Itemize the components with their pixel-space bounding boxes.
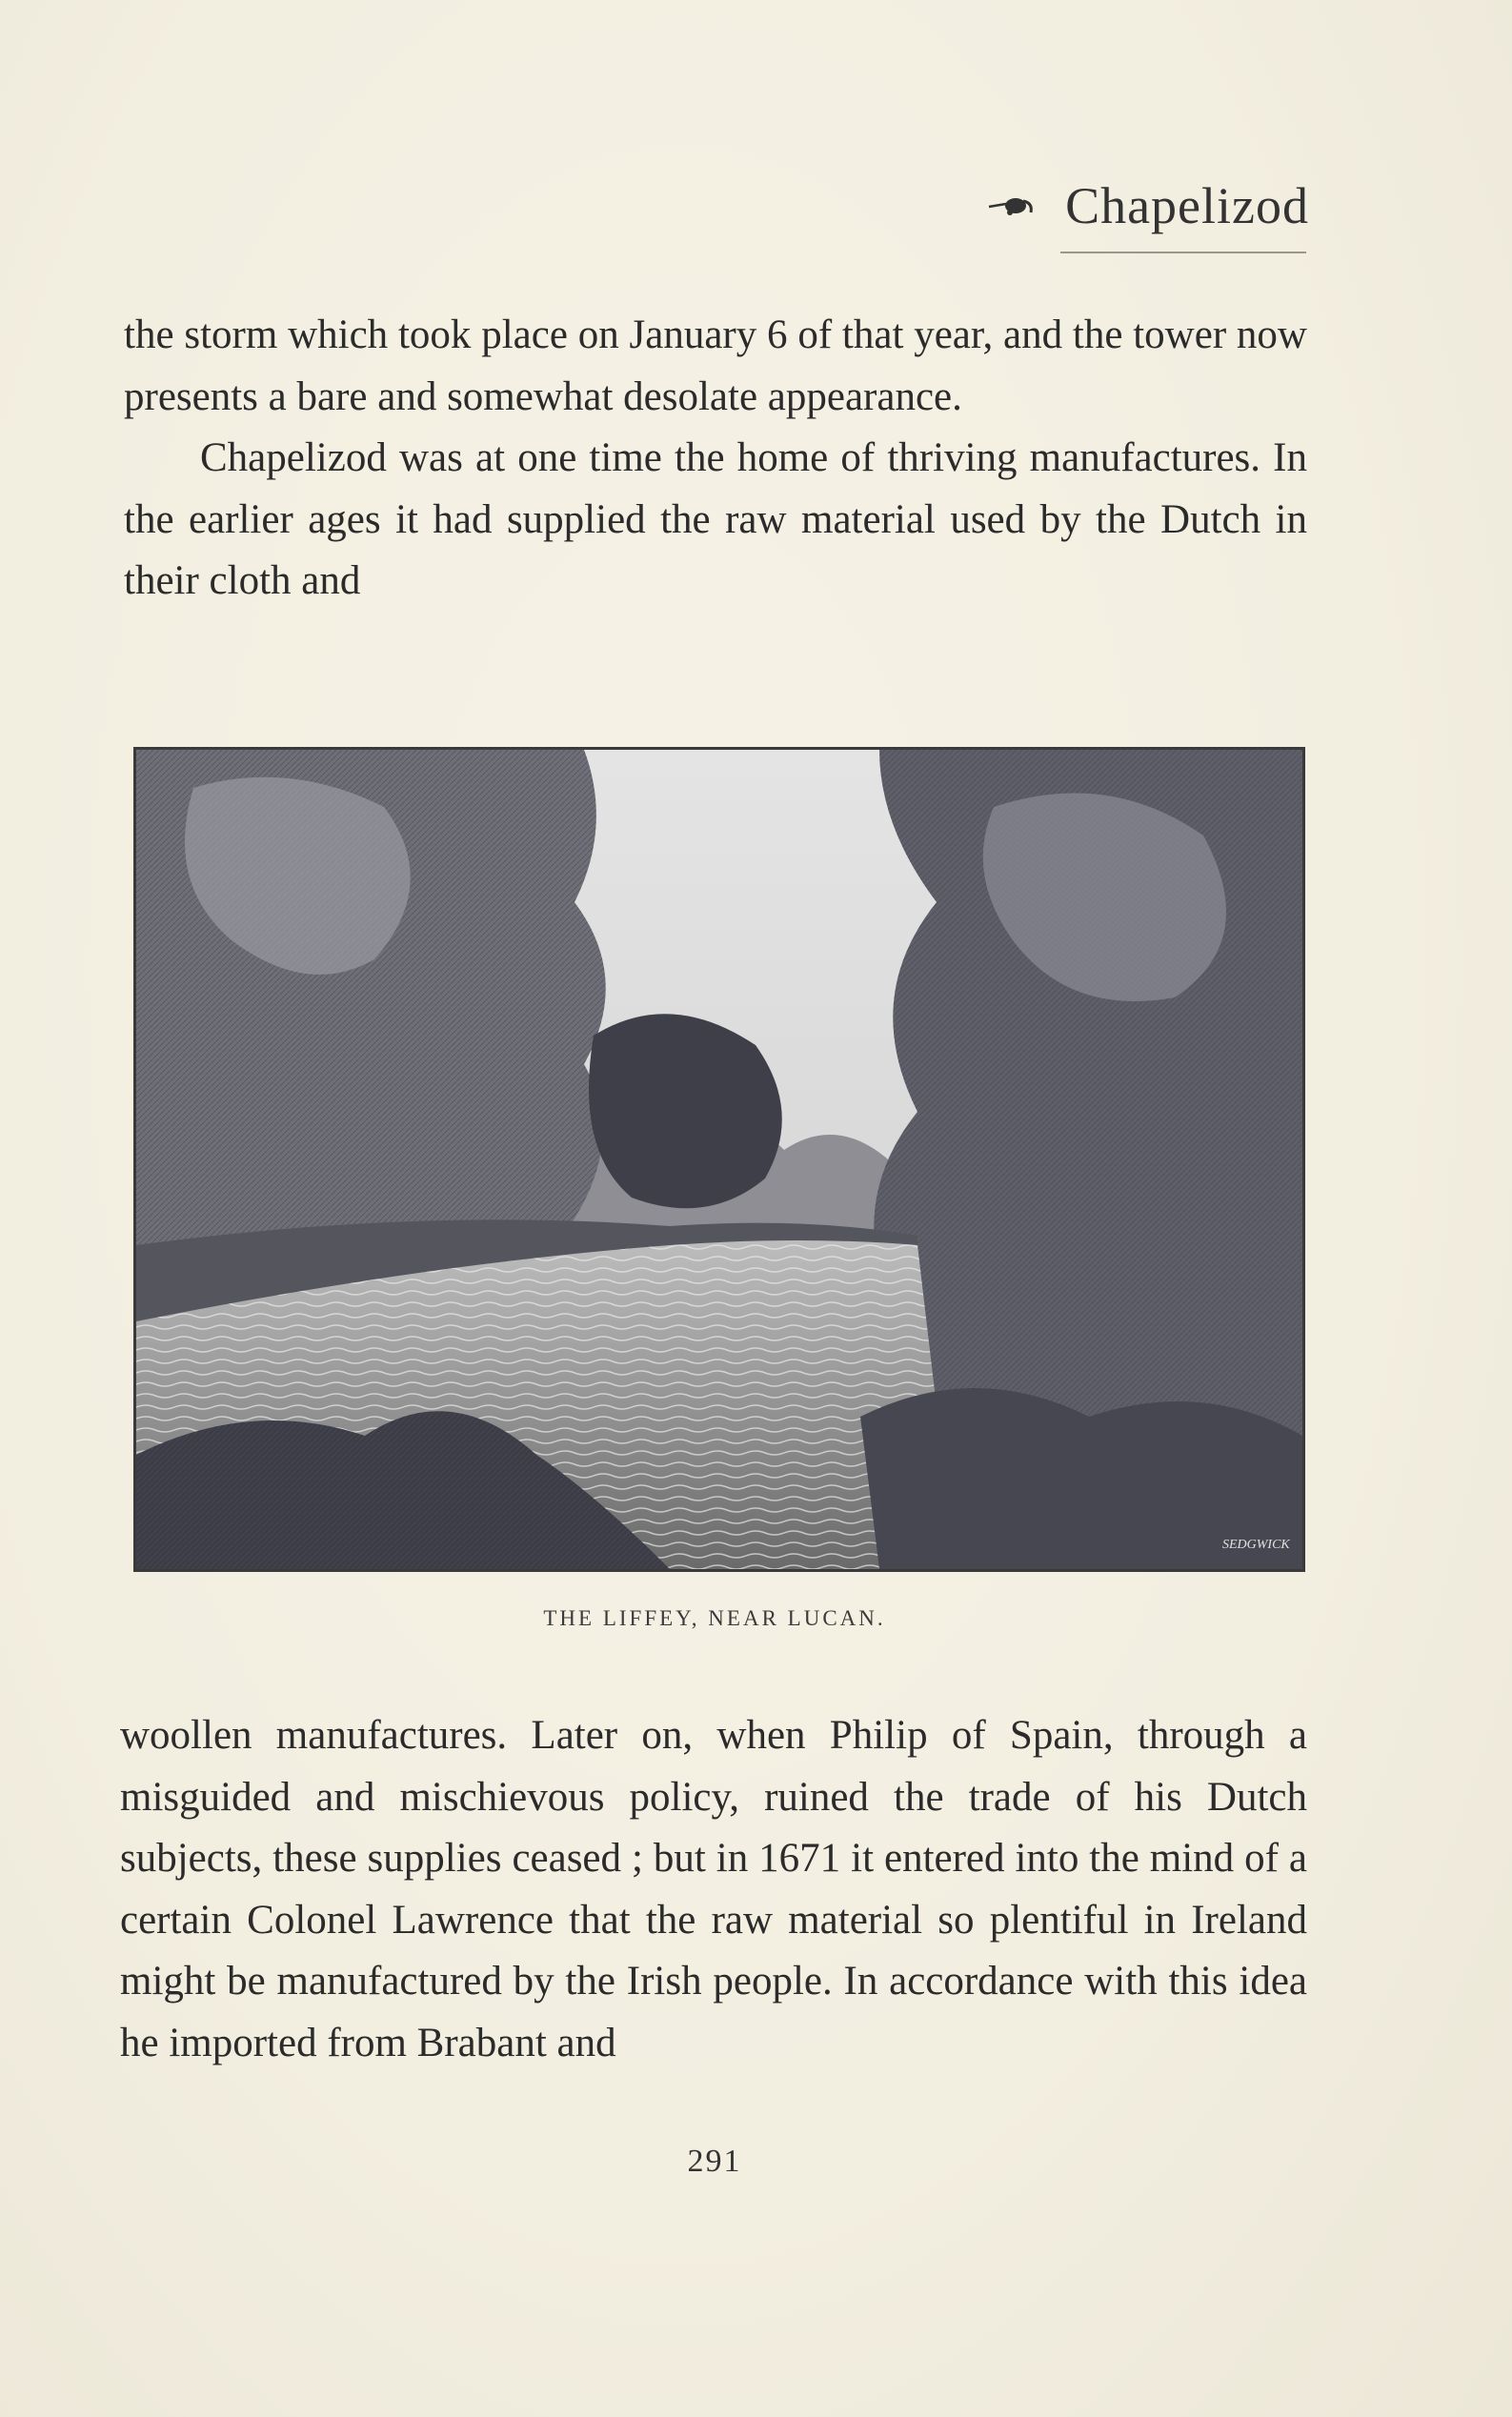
river-scene-engraving xyxy=(136,750,1302,1569)
pointing-hand-icon xyxy=(987,191,1037,220)
figure-caption: THE LIFFEY, NEAR LUCAN. xyxy=(543,1606,886,1630)
running-head-title: Chapelizod xyxy=(1065,177,1309,234)
engraver-signature: SEDGWICK xyxy=(1222,1538,1290,1552)
engraving-illustration xyxy=(133,747,1305,1572)
body-text-bottom xyxy=(120,1705,1307,2074)
page-number: 291 xyxy=(687,2144,742,2179)
running-head-rule xyxy=(1060,252,1306,253)
paragraph-continued: the storm which took place on January 6 of that year, and the tower now presents a bare and somewhat desolate appearance. xyxy=(124,312,1307,419)
paragraph-chapelizod: Chapelizod was at one time the home of thriving manufactures. In the earlier ages it had supplied the raw material used by the Dutch in their cloth and xyxy=(124,435,1307,603)
running-head xyxy=(987,176,1309,235)
body-text-top xyxy=(124,305,1307,613)
paragraph-woollen: woollen manufactures. Later on, when Philip of Spain, through a misguided and mischievous policy, ruined the trade of his Dutch subjects, these supplies ceased ; but in 1671 it entered into the mind of a certain Colonel Lawrence that the raw material so plentiful in Ireland might be manufactured by the Irish people. In accordance with this idea he imported from Brabant and xyxy=(120,1713,1307,2065)
